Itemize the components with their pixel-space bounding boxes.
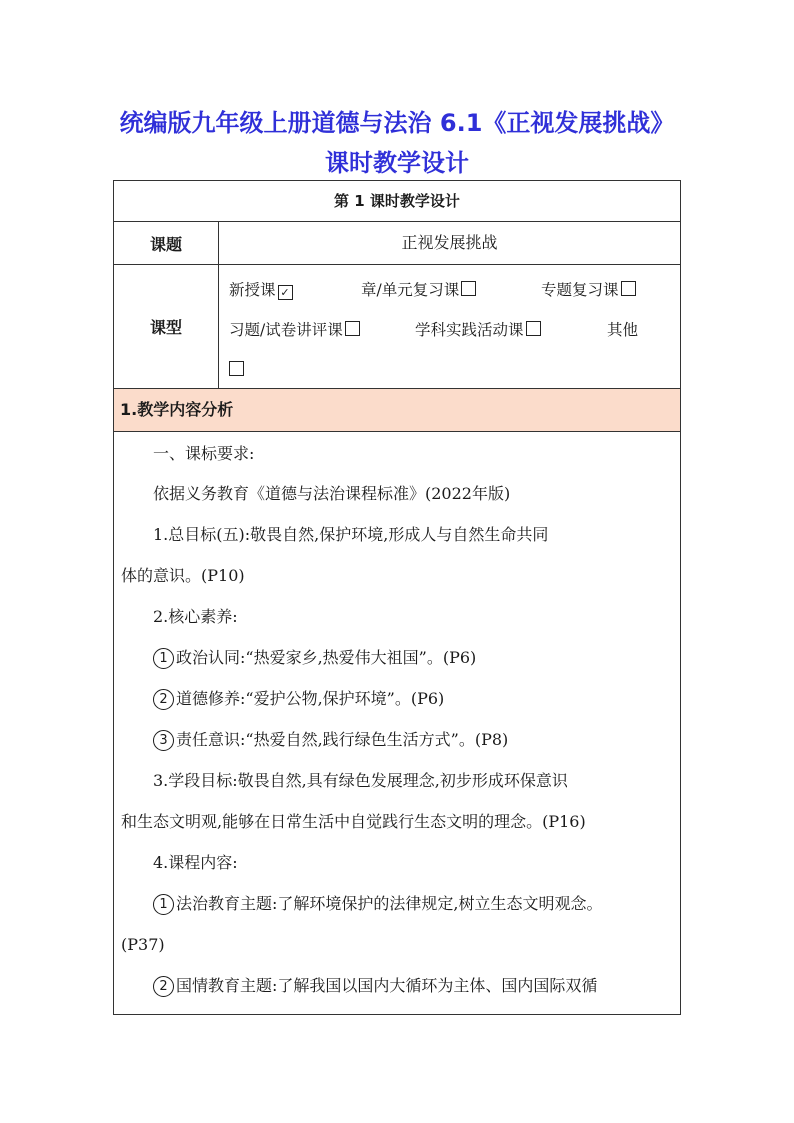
lesson-type-row [114,265,680,389]
line-text: 国情教育主题:了解我国以国内大循环为主体、国内国际双循 [176,976,598,995]
circled-number-icon: 1 [153,894,174,915]
checkbox-icon[interactable] [345,321,360,336]
circled-number-icon: 2 [153,689,174,710]
checkbox-icon[interactable] [621,281,636,296]
lesson-type-label: 课型 [114,265,219,388]
numbered-line [153,723,674,757]
checkbox-icon[interactable] [229,361,244,376]
text-line: 一、课标要求: [153,444,255,463]
option-label: 新授课 [229,281,276,299]
circled-number-icon: 1 [153,648,174,669]
line-text: 法治教育主题:了解环境保护的法律规定,树立生态文明观念。 [176,894,603,913]
text-line: 3.学段目标:敬畏自然,具有绿色发展理念,初步形成环保意识 [153,771,568,790]
line-text: 政治认同:“热爱家乡,热爱伟大祖国”。(P6) [176,648,477,667]
numbered-line [153,887,674,921]
text-line: (P37) [121,935,165,954]
document-title-line-2: 课时教学设计 [325,149,469,177]
topic-value: 正视发展挑战 [401,233,498,252]
line-text: 责任意识:“热爱自然,践行绿色生活方式”。(P8) [176,730,509,749]
line-text: 道德修养:“爱护公物,保护环境”。(P6) [176,689,445,708]
document-title-line-1: 统编版九年级上册道德与法治 6.1《正视发展挑战》 [119,109,675,137]
checkbox-icon[interactable] [461,281,476,296]
text-line: 4.课程内容: [153,853,238,872]
option-unit-review[interactable] [361,275,476,305]
text-line: 依据义务教育《道德与法治课程标准》(2022年版) [153,484,511,503]
option-label: 学科实践活动课 [415,321,524,339]
option-label: 专题复习课 [541,281,619,299]
option-label: 习题/试卷讲评课 [229,321,343,339]
circled-number-icon: 2 [153,976,174,997]
option-exercise-review[interactable] [229,315,360,345]
option-practice-activity[interactable] [415,315,541,345]
checkbox-icon[interactable] [526,321,541,336]
topic-row [114,222,680,265]
content-analysis-body [114,432,680,1015]
option-label: 其他 [607,321,639,339]
option-label: 章/单元复习课 [361,281,460,299]
numbered-line [153,641,674,675]
circled-number-icon: 3 [153,730,174,751]
numbered-line [153,682,674,716]
lesson-type-options [219,265,680,388]
lesson-design-table [113,180,681,1015]
text-line: 和生态文明观,能够在日常生活中自觉践行生态文明的理念。(P16) [121,812,586,831]
text-line: 1.总目标(五):敬畏自然,保护环境,形成人与自然生命共同 [153,525,549,544]
option-new-lesson[interactable] [229,275,293,305]
table-header: 第 1 课时教学设计 [114,181,680,222]
checkbox-checked-icon[interactable]: ✓ [278,285,293,300]
numbered-line [153,969,674,1003]
option-other-checkbox[interactable] [229,355,244,385]
section-heading: 1.教学内容分析 [114,389,680,432]
text-line: 体的意识。(P10) [121,566,245,585]
option-other[interactable] [607,315,638,345]
topic-label: 课题 [114,222,219,264]
text-line: 2.核心素养: [153,607,238,626]
option-topic-review[interactable] [541,275,636,305]
